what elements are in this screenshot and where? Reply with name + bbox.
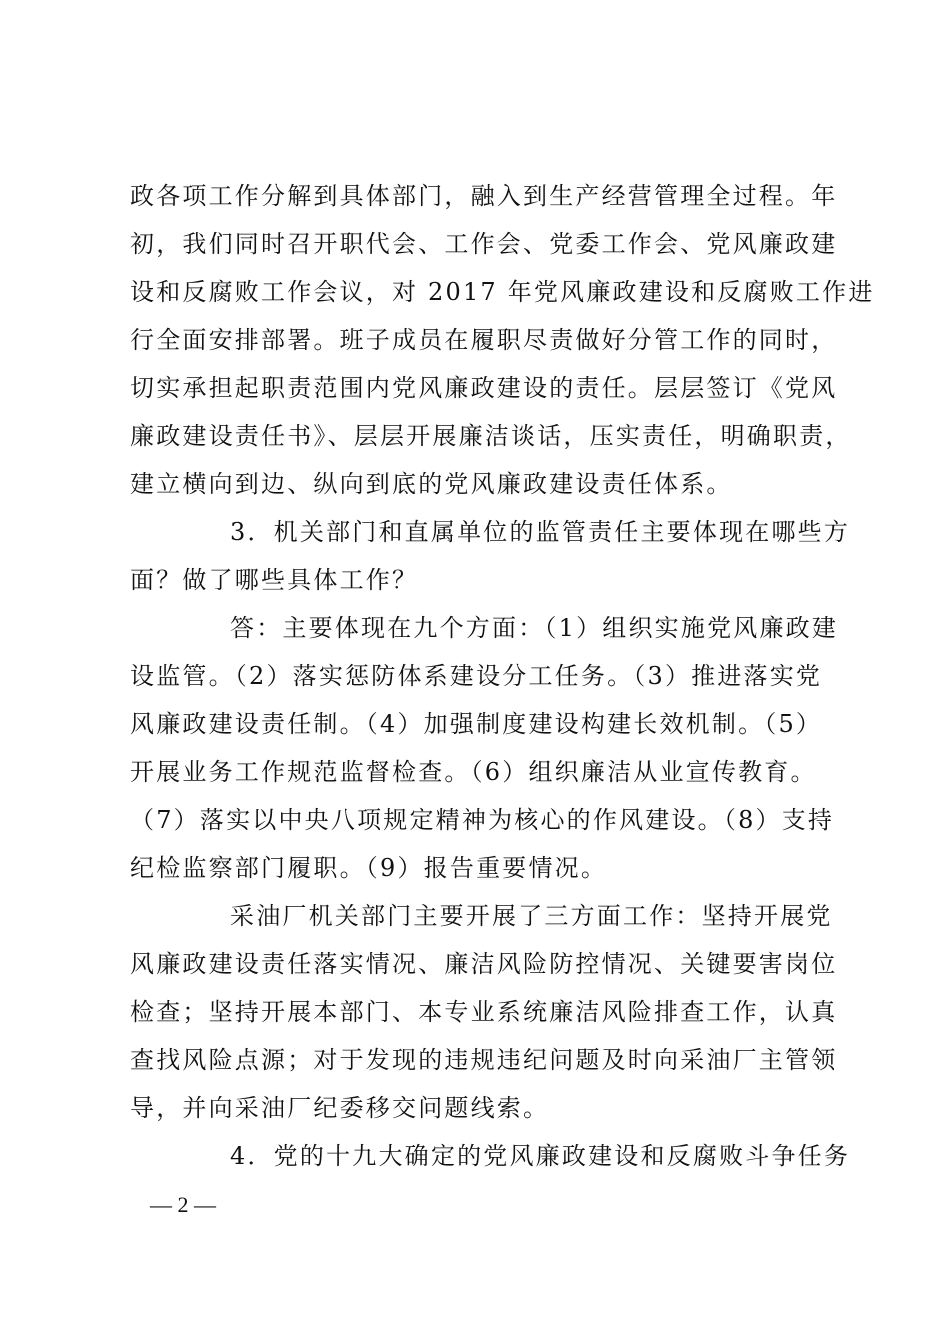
paragraph-line: 行全面安排部署。班子成员在履职尽责做好分管工作的同时， xyxy=(130,326,838,354)
question-heading-line: 3．机关部门和直属单位的监管责任主要体现在哪些方 xyxy=(230,518,851,546)
answer-line: 风廉政建设责任制。（4）加强制度建设构建长效机制。（5） xyxy=(130,710,823,738)
question-heading-line: 面？做了哪些具体工作？ xyxy=(130,566,419,594)
paragraph-line: 廉政建设责任书》、层层开展廉洁谈话，压实责任，明确职责， xyxy=(130,422,852,450)
paragraph-line: 风廉政建设责任落实情况、廉洁风险防控情况、关键要害岗位 xyxy=(130,950,838,978)
paragraph-line: 政各项工作分解到具体部门，融入到生产经营管理全过程。年 xyxy=(130,182,838,210)
answer-line: （7）落实以中央八项规定精神为核心的作风建设。（8）支持 xyxy=(130,806,835,834)
answer-line: 设监管。（2）落实惩防体系建设分工任务。（3）推进落实党 xyxy=(130,662,823,690)
paragraph-line: 检查；坚持开展本部门、本专业系统廉洁风险排查工作，认真 xyxy=(130,998,838,1026)
answer-line: 答：主要体现在九个方面：（1）组织实施党风廉政建 xyxy=(230,614,839,642)
paragraph-line: 导，并向采油厂纪委移交问题线索。 xyxy=(130,1094,550,1122)
paragraph-line: 切实承担起职责范围内党风廉政建设的责任。层层签订《党风 xyxy=(130,374,838,402)
question-heading-line: 4．党的十九大确定的党风廉政建设和反腐败斗争任务 xyxy=(230,1142,851,1170)
paragraph-line: 查找风险点源；对于发现的违规违纪问题及时向采油厂主管领 xyxy=(130,1046,838,1074)
page-number: — 2 — xyxy=(150,1192,216,1217)
answer-line: 纪检监察部门履职。（9）报告重要情况。 xyxy=(130,854,608,882)
paragraph-line: 设和反腐败工作会议，对 2017 年党风廉政建设和反腐败工作进 xyxy=(130,278,875,306)
paragraph-line: 采油厂机关部门主要开展了三方面工作：坚持开展党 xyxy=(230,902,833,930)
paragraph-line: 初，我们同时召开职代会、工作会、党委工作会、党风廉政建 xyxy=(130,230,838,258)
paragraph-line: 建立横向到边、纵向到底的党风廉政建设责任体系。 xyxy=(130,470,733,498)
answer-line: 开展业务工作规范监督检查。（6）组织廉洁从业宣传教育。 xyxy=(130,758,817,786)
